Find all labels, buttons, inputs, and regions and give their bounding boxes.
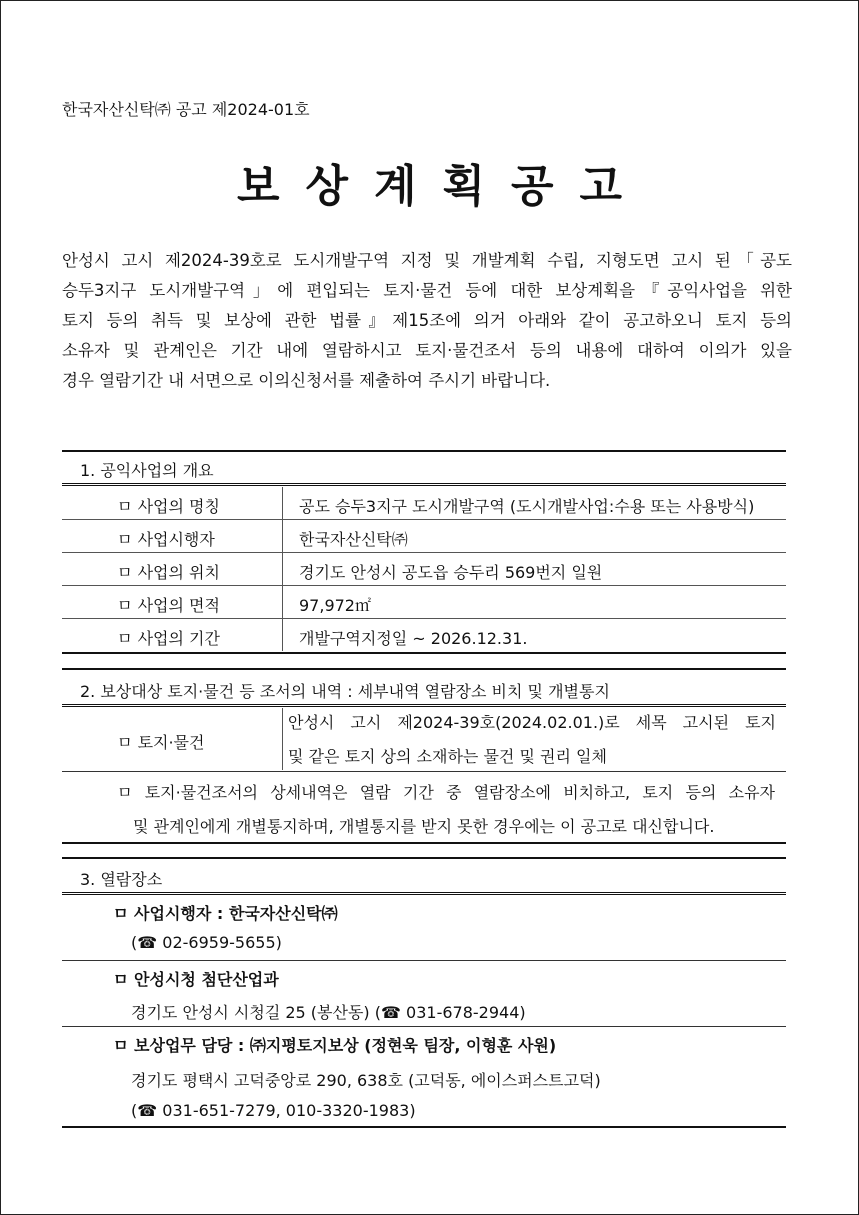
place-contact: 경기도 안성시 시청길 25 (봉산동) (☎ 031-678-2944) bbox=[131, 1003, 526, 1022]
section1-heading: 1. 공익사업의 개요 bbox=[80, 461, 214, 480]
divider bbox=[62, 960, 786, 961]
column-divider bbox=[282, 708, 283, 770]
section3-heading: 3. 열람장소 bbox=[80, 870, 163, 889]
place-contact: (☎ 031-651-7279, 010-3320-1983) bbox=[131, 1101, 416, 1120]
row-label: ㅁ 토지·물건 bbox=[117, 733, 205, 752]
divider bbox=[62, 704, 786, 707]
notice-note-line: ㅁ 토지·물건조서의 상세내역은 열람 기간 중 열람장소에 비치하고, 토지 등의 소유자 bbox=[117, 783, 775, 802]
place-name: ㅁ 사업시행자 : 한국자산신탁㈜ bbox=[113, 904, 338, 923]
table-row bbox=[62, 619, 786, 651]
divider bbox=[62, 483, 786, 486]
row-value-line: 안성시 고시 제2024-39호(2024.02.01.)로 세목 고시된 토지 bbox=[288, 713, 776, 732]
table-row bbox=[62, 586, 786, 619]
row-label: ㅁ 사업의 기간 bbox=[117, 629, 220, 648]
row-value: 한국자산신탁㈜ bbox=[299, 530, 408, 549]
place-name: ㅁ 안성시청 첨단산업과 bbox=[113, 970, 279, 989]
phone-icon: ☎ bbox=[137, 1101, 158, 1120]
row-value: 공도 승두3지구 도시개발구역 (도시개발사업:수용 또는 사용방식) bbox=[299, 497, 755, 516]
intro-line: 토지 등의 취득 및 보상에 관한 법률』제15조에 의거 아래와 같이 공고하오니 토지 등의 bbox=[62, 311, 792, 330]
row-label: ㅁ 사업시행자 bbox=[117, 530, 215, 549]
table-row bbox=[62, 520, 786, 553]
row-value-line: 및 같은 토지 상의 소재하는 물건 및 권리 일체 bbox=[288, 747, 607, 766]
page-title: 보상계획공고 bbox=[236, 161, 649, 212]
phone-icon: ☎ bbox=[137, 933, 158, 952]
row-label: ㅁ 사업의 위치 bbox=[117, 563, 220, 582]
divider bbox=[62, 771, 786, 772]
intro-line: 승두3지구 도시개발구역」에 편입되는 토지·물건 등에 대한 보상계획을『공익사업을 위한 bbox=[62, 281, 792, 300]
intro-line: 안성시 고시 제2024-39호로 도시개발구역 지정 및 개발계획 수립, 지형도면 고시 된「공도 bbox=[62, 251, 792, 270]
phone-icon: ☎ bbox=[381, 1003, 401, 1022]
row-label: ㅁ 사업의 면적 bbox=[117, 596, 220, 615]
divider bbox=[62, 668, 786, 670]
table-row bbox=[62, 487, 786, 520]
row-value: 개발구역지정일 ~ 2026.12.31. bbox=[299, 629, 528, 648]
row-value: 경기도 안성시 공도읍 승두리 569번지 일원 bbox=[299, 563, 603, 582]
divider bbox=[62, 1126, 786, 1128]
divider bbox=[62, 1026, 786, 1027]
place-name: ㅁ 보상업무 담당 : ㈜지평토지보상 (정현욱 팀장, 이형훈 사원) bbox=[113, 1036, 557, 1055]
project-overview-table bbox=[62, 487, 786, 651]
divider bbox=[62, 857, 786, 859]
place-address: 경기도 평택시 고덕중앙로 290, 638호 (고덕동, 에이스퍼스트고덕) bbox=[131, 1071, 601, 1090]
table-row bbox=[62, 553, 786, 586]
divider bbox=[62, 652, 786, 654]
row-value: 97,972㎡ bbox=[299, 596, 371, 615]
section2-heading: 2. 보상대상 토지·물건 등 조서의 내역 : 세부내역 열람장소 비치 및 개별통지 bbox=[80, 682, 610, 701]
divider bbox=[62, 842, 786, 844]
divider bbox=[62, 450, 786, 452]
intro-line: 소유자 및 관계인은 기간 내에 열람하시고 토지·물건조서 등의 내용에 대하여 이의가 있을 bbox=[62, 341, 792, 360]
place-contact: (☎ 02-6959-5655) bbox=[131, 933, 282, 952]
row-label: ㅁ 사업의 명칭 bbox=[117, 497, 220, 516]
notice-number: 한국자산신탁㈜ 공고 제2024-01호 bbox=[62, 100, 310, 119]
notice-note-line: 및 관계인에게 개별통지하며, 개별통지를 받지 못한 경우에는 이 공고로 대신합니다. bbox=[133, 817, 715, 836]
intro-line: 경우 열람기간 내 서면으로 이의신청서를 제출하여 주시기 바랍니다. bbox=[62, 371, 551, 390]
divider bbox=[62, 892, 786, 895]
intro-paragraph bbox=[62, 246, 792, 396]
